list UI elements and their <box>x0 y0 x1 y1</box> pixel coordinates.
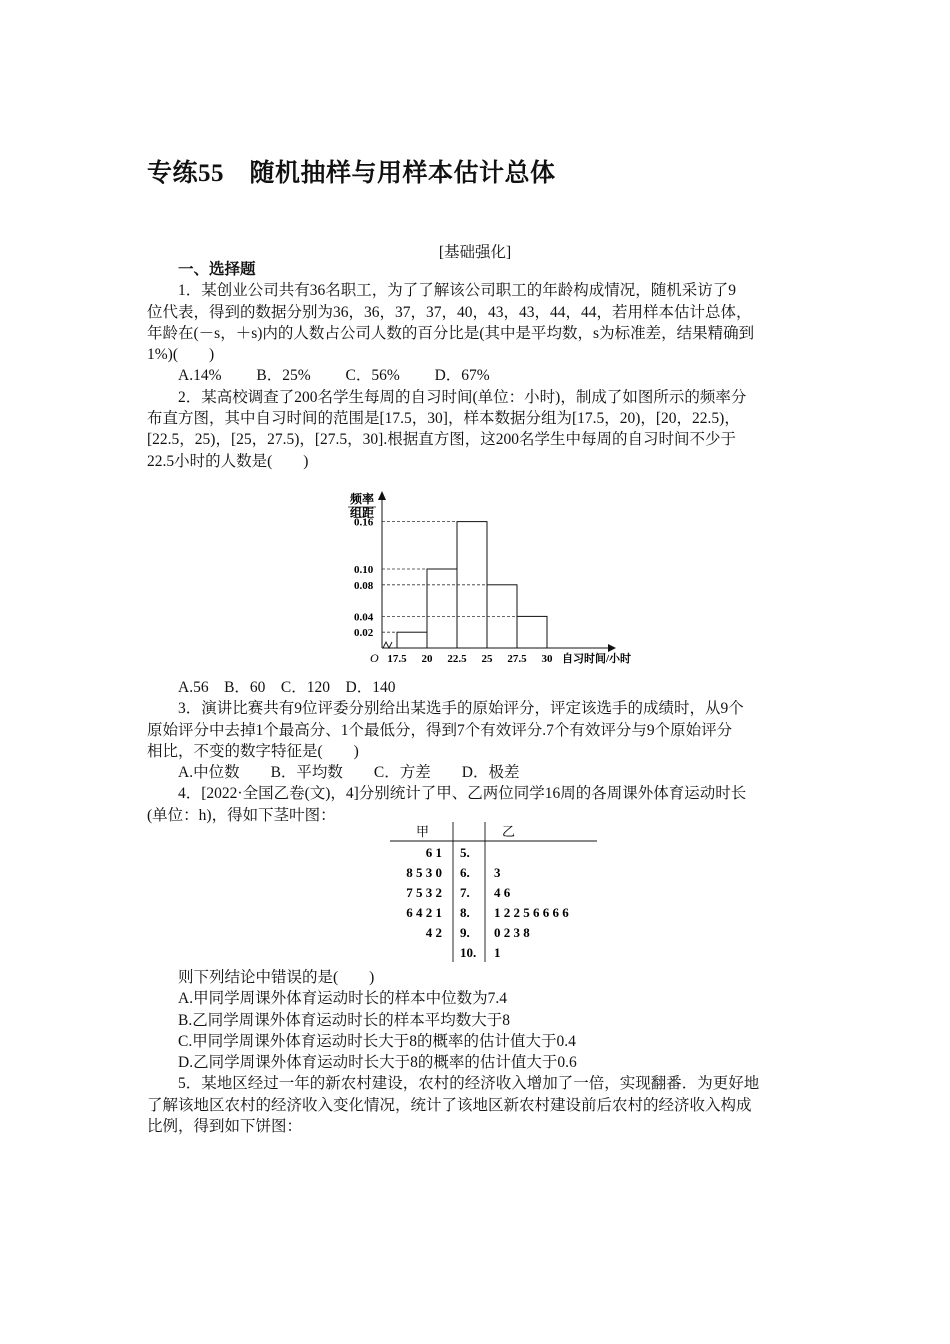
q2-line3: [22.5，25)，[25，27.5)，[27.5，30].根据直方图，这200名学生中每周的自习时间不少于 <box>147 431 736 449</box>
y-tick-label: 0.16 <box>354 516 374 529</box>
frequency-histogram <box>340 488 650 670</box>
q5-line2: 了解该地区农村的经济收入变化情况，统计了该地区新农村建设前后农村的经济收入构成 <box>147 1096 752 1114</box>
x-axis-arrow <box>608 644 616 652</box>
stem-right-leaves: 0 2 3 8 <box>494 925 530 940</box>
stem-left-leaves: 4 2 <box>425 925 442 940</box>
x-tick-label: 22.5 <box>447 653 467 665</box>
q1-line4: 1%)( ) <box>147 346 215 364</box>
x-tick-label: 27.5 <box>507 653 527 665</box>
stem-right-leaves: 4 6 <box>494 885 511 900</box>
x-tick-label: 25 <box>481 653 493 665</box>
q3-line1: 3．演讲比赛共有9位评委分别给出某选手的原始评分，评定该选手的成绩时，从9个 <box>178 700 744 718</box>
histogram-bar <box>397 632 427 648</box>
x-tick-label: 20 <box>421 653 433 665</box>
y-tick-label: 0.10 <box>354 564 374 576</box>
q3-options: A.中位数 B．平均数 C．方差 D．极差 <box>178 764 520 782</box>
x-axis-label: 自习时间/小时 <box>562 653 632 665</box>
q2-line1: 2．某高校调查了200名学生每周的自习时间(单位：小时)，制成了如图所示的频率分 <box>178 388 747 406</box>
stem-left-leaves: 7 5 3 2 <box>406 885 442 900</box>
y-label-top: 频率 <box>350 492 375 506</box>
q5-line3: 比例，得到如下饼图： <box>147 1118 303 1136</box>
y-tick-label: 0.04 <box>354 611 374 624</box>
stem-right-leaves: 3 <box>494 865 501 880</box>
axis-break <box>383 642 392 648</box>
q3-line2: 原始评分中去掉1个最高分、1个最低分，得到7个有效评分.7个有效评分与9个原始评分 <box>147 721 733 739</box>
stem-right-leaves: 1 2 2 5 6 6 6 6 <box>494 905 569 920</box>
page-title: 专练55 随机抽样与用样本估计总体 <box>147 160 556 187</box>
q1-line1: 1．某创业公司共有36名职工，为了了解该公司职工的年龄构成情况，随机采访了9 <box>178 282 737 300</box>
stem-left-leaves: 8 5 3 0 <box>406 865 442 880</box>
q4-option-c: C.甲同学周课外体育运动时长大于8的概率的估计值大于0.4 <box>178 1032 576 1050</box>
q4-option-b: B.乙同学周课外体育运动时长的样本平均数大于8 <box>178 1011 510 1029</box>
stem-value: 6. <box>460 865 470 880</box>
q4-option-a: A.甲同学周课外体育运动时长的样本中位数为7.4 <box>178 990 507 1008</box>
y-label-bottom: 组距 <box>350 506 375 520</box>
q3-line3: 相比，不变的数字特征是( ) <box>147 742 359 760</box>
stem-left-leaves: 6 1 <box>425 845 442 860</box>
stem-value: 10. <box>460 945 477 960</box>
origin-label: O <box>370 651 379 665</box>
x-tick-label: 17.5 <box>387 653 407 665</box>
q2-line4: 22.5小时的人数是( ) <box>147 452 309 470</box>
y-tick-label: 0.08 <box>354 579 374 592</box>
stem-right-header: 乙 <box>502 824 516 839</box>
q4-option-d: D.乙同学周课外体育运动时长大于8的概率的估计值大于0.6 <box>178 1054 577 1072</box>
stem-value: 9. <box>460 925 470 940</box>
stem-value: 5. <box>460 845 470 860</box>
q1-options: A.14% B．25% C．56% D．67% <box>178 367 490 385</box>
y-tick-label: 0.02 <box>354 627 374 640</box>
q5-line1: 5．某地区经过一年的新农村建设，农村的经济收入增加了一倍，实现翻番．为更好地 <box>178 1075 760 1093</box>
q4-line1: 4．[2022·全国乙卷(文)，4]分别统计了甲、乙两位同学16周的各周课外体育运动时长 <box>178 785 747 803</box>
question-4-options <box>147 967 807 1137</box>
q1-line3: 年龄在(－s，＋s)内的人数占公司人数的百分比是(其中是平均数，s为标准差，结果精确到 <box>147 324 755 342</box>
question-1-block <box>147 259 807 472</box>
stem-left-header: 甲 <box>416 824 430 839</box>
x-tick-label: 30 <box>541 653 553 665</box>
q4-question: 则下列结论中错误的是( ) <box>178 969 375 986</box>
stem-leaf-plot <box>390 818 605 964</box>
histogram-bar <box>517 616 547 648</box>
part1-heading: 一、选择题 <box>178 261 256 278</box>
q2-line2: 布直方图，其中自习时间的范围是[17.5，30]，样本数据分组为[17.5，20)，[20，22.5)， <box>147 410 740 428</box>
q1-line2: 位代表，得到的数据分别为36，36，37，37，40，43，43，44，44，若用样本估计总体， <box>147 303 752 321</box>
q4-line2: (单位：h)，得如下茎叶图： <box>147 806 336 824</box>
section-tag: [基础强化] <box>438 244 512 261</box>
question-3-block <box>147 677 807 826</box>
histogram-bar <box>427 569 457 648</box>
stem-value: 7. <box>460 885 470 900</box>
q2-options: A.56 B．60 C．120 D．140 <box>178 679 396 696</box>
y-axis-arrow <box>378 491 386 500</box>
stem-left-leaves: 6 4 2 1 <box>406 905 442 920</box>
stem-value: 8. <box>460 905 470 920</box>
stem-right-leaves: 1 <box>494 945 501 960</box>
